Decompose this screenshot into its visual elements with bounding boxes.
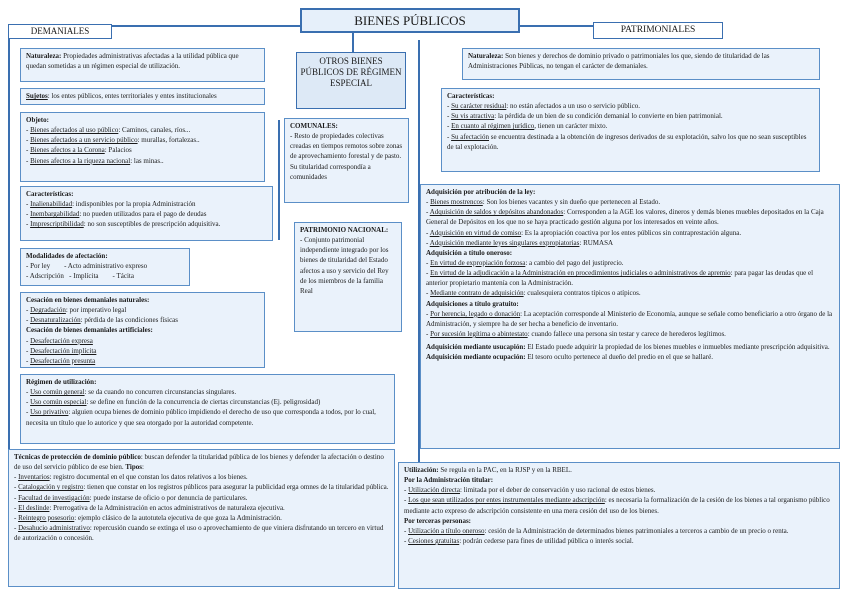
demaniales-regimen-box [20,374,395,444]
cesacion-artificiales-label: Cesación de bienes demaniales artificiales: [26,326,153,335]
usucapion-item: Adquisición mediante usucapión: El Estado puede adquirir la propiedad de los bienes muebles e inmuebles mediante prescripción adquisitiva. [426,343,830,352]
ocupacion-item: Adquisición mediante ocupación: El tesoro oculto pertenece al dueño del predio en el que se hallaré. [426,353,713,362]
atribucion-label: Adquisición por atribución de la ley: [426,188,536,196]
list-item: - Desafectación presunta [26,356,96,365]
list-item: - En virtud de expropiación forzosa: a cambio del pago del justiprecio. [426,258,624,267]
list-item: - Reintegro posesorio: ejemplo clásico de la autotutela ejecutiva de que goza la Administración. [14,513,282,522]
patrimonio-nacional-box [294,222,402,332]
list-item: - Por herencia, legado o donación: La aceptación corresponde al Ministerio de Economía, aunque se señale como beneficiario a otro órgano de la Administración, y siempre ha de ser hecha a beneficio de inventario. [426,309,833,328]
list-item: - Inembargabilidad: no pueden utilizados para el pago de deudas [26,210,207,219]
objeto-label: Objeto: [26,116,49,124]
list-item: - Uso común especial: se define en función de la concurrencia de ciertas circunstancias (Ej. peligrosidad) [26,398,321,407]
connector-line [278,120,280,240]
comunales-label: COMUNALES: [290,122,338,130]
regimen-label: Régimen de utilización: [26,378,97,386]
list-item: - Por sucesión legítima o abintestato: cuando fallece una persona sin testar y carece de herederos legítimos. [426,329,726,338]
demaniales-caracteristicas-box [20,186,273,241]
list-item: - Desafectación implícita [26,346,97,355]
otros-bienes-header: OTROS BIENES PÚBLICOS DE RÉGIMEN ESPECIAL [296,52,406,109]
list-item: - Utilización a título oneroso: cesión de la Administración de determinados bienes patrimoniales a terceros a cambio de un precio o renta. [404,526,789,535]
list-item: - Inventarios: registro documental en el que constan los datos relativos a los bienes. [14,473,248,482]
gratuito-label: Adquisiciones a título gratuito: [426,299,519,308]
patrimoniales-naturaleza-box: Naturaleza: Son bienes y derechos de dominio privado o patrimoniales los que, siendo de titularidad de las Administraciones Públicas, no tengan el carácter de demaniales. [462,48,820,80]
list-item: - Su afectación se encuentra destinada a la obtención de ingresos derivados de su explotación, salvo los que no sean susceptibles de tal explotación. [447,132,807,151]
list-item: - Por ley - Acto administrativo expreso [26,262,148,271]
patrimonio-nacional-text: - Conjunto patrimonial independiente integrado por los bienes de titularidad del Estado afectos a uso y servicio del Rey de los miembros de la familia Real [300,236,389,295]
patrimonio-nacional-label: PATRIMONIO NACIONAL: [300,226,389,234]
list-item: - Su vis atractiva: la pérdida de un bien de su condición demanial lo convierte en bien patrimonial. [447,112,723,121]
demaniales-naturaleza-box [20,48,265,82]
list-item: - Uso privativo: alguien ocupa bienes de dominio público impidiendo el derecho de uso que corresponda a todos, por lo cual, necesita un título que lo autorice y que sea otorgado por la autoridad competente. [26,408,376,427]
list-item: - En virtud de la adjudicación a la Administración en procedimientos judiciales o administrativos de apremio: para pagar las deudas que el anterior propietario mantenía con la Administración. [426,269,814,288]
list-item: - Inalienabilidad: indisponibles por la propia Administración [26,200,196,209]
list-item: - Bienes afectados a un servicio público: murallas, fortalezas.. [26,136,200,145]
caracteristicas-label: Características: [26,190,74,198]
comunales-text: - Resto de propiedades colectivas creadas en tiempos remotos sobre zonas de aprovechamiento forestal y de pasto. Su titularidad correspondía a comunidades [290,132,403,181]
list-item: - Degradación: por imperativo legal [26,306,127,315]
demaniales-sujetos-box [20,88,265,105]
list-item: - Adquisición de saldos y depósitos abandonados: Corresponden a la AGE los valores, dineros y demás bienes muebles depositados en la Caja General de Depósitos en los que no se haya practicado gestión alguna por los interesados en veinte años. [426,208,824,227]
demaniales-tecnicas-box: Técnicas de protección de dominio público: buscan defender la titularidad pública de los bienes y defender la afectación o destino de uso del servicio público de ese bien. Tipos: - Inventarios: registro documental en el que constan los datos relativos a los bienes. - Catalogación y registro: tienen que constar en los registros públicos para asegurar la publicidad erga omnes de la titularidad pública. - Facultad de investigación: puede instarse de oficio o por denuncia de particulares. - El deslinde: Prerrogativa de la Administración en actos administrativos de naturaleza ejecutiva. - Reintegro posesorio: ejemplo clásico de la autotutela ejecutiva de que goza la Administración. - Desahucio administrativo: repercusión cuando se extinga el uso o aprovechamiento de que viniera disfrutando un tercero en virtud de autorización o concesión. [8,449,395,587]
list-item: - Su carácter residual: no están afectados a un uso o servicio público. [447,102,641,111]
patrimoniales-caracteristicas-box [441,88,820,172]
modalidades-label: Modalidades de afectación: [26,252,108,260]
list-item: - Bienes afectos a la riqueza nacional: las minas.. [26,156,164,165]
list-item: - Desahucio administrativo: repercusión cuando se extinga el uso o aprovechamiento de que viniera disfrutando un tercero en virtud de autorización o concesión. [14,523,384,543]
patrimoniales-header: PATRIMONIALES [593,22,723,39]
connector-line [352,33,354,53]
list-item: - Utilización directa: limitada por el deber de conservación y uso racional de estos bienes. [404,486,656,495]
list-item: - Desafectación expresa [26,336,93,345]
list-item: - Adquisición en virtud de comiso: Es la apropiación coactiva por los entes públicos sin contraprestación alguna. [426,228,742,237]
utilizacion-label: Utilización: [404,466,439,474]
naturaleza-label: Naturaleza: [468,52,504,60]
list-item: - Catalogación y registro: tienen que constar en los registros públicos para asegurar la publicidad erga omnes de la titularidad pública. [14,483,389,492]
admin-titular-label: Por la Administración titular: [404,476,494,485]
list-item: - Adscripción - Implícita - Tácita [26,272,134,281]
list-item: - En cuanto al régimen jurídico, tienen un carácter mixto. [447,122,608,131]
oneroso-label: Adquisición a título oneroso: [426,248,513,257]
list-item: - Imprescriptibilidad: no son susceptibles de prescripción adquisitiva. [26,220,221,229]
list-item: - Bienes afectados al uso público: Caminos, canales, ríos... [26,126,191,135]
demaniales-header: DEMANIALES [8,24,112,39]
list-item: - Cesiones gratuitas: podrán cederse para fines de utilidad pública o interés social. [404,536,634,545]
patrimoniales-adquisicion-box [420,184,840,449]
naturaleza-text: Propiedades administrativas afectadas a la utilidad pública que quedan sometidas a un régimen especial de utilización. [26,52,239,71]
naturaleza-label: Naturaleza: [26,52,62,60]
demaniales-modalidades-box [20,248,190,286]
sujetos-text: : los entes públicos, entes territoriales y entes institucionales [47,92,217,100]
demaniales-cesacion-box [20,292,265,368]
list-item: - Los que sean utilizados por entes instrumentales mediante adscripción: es necesaria la formalización de la cesión de los bienes a tal organismo público mediante acto expreso de adscripción consistente en una mera cesión del uso de los bienes. [404,496,830,515]
list-item: - Desnaturalización: pérdida de las condiciones físicas [26,316,179,325]
patrimoniales-utilizacion-box: Utilización: Se regula en la PAC, en la RJSP y en la RBEL. Por la Administración titular: - Utilización directa: limitada por el deber de conservación y uso racional de estos bienes. - Los que sean utilizados por entes instrumentales mediante adscripción: es necesaria la formalización de la cesión de los bienes a tal organismo público mediante acto expreso de adscripción consistente en una mera cesión del uso de los bienes. Por terceras personas: - Utilización a título oneroso: cesión de la Administración de determinados bienes patrimoniales a terceros a cambio de un precio o renta. - Cesiones gratuitas: podrán cederse para fines de utilidad pública o interés social. [398,462,840,589]
list-item: - El deslinde: Prerrogativa de la Administración en actos administrativos de naturaleza ejecutiva. [14,503,285,512]
cesacion-naturales-label: Cesación en bienes demaniales naturales: [26,296,150,304]
terceras-personas-label: Por terceras personas: [404,516,471,525]
list-item: - Bienes afectos a la Corona: Palacios [26,146,132,155]
tecnicas-label: Técnicas de protección de dominio público [14,453,141,461]
comunales-box [284,118,409,203]
list-item: - Bienes mostrencos: Son los bienes vacantes y sin dueño que pertenecen al Estado. [426,198,661,207]
page-title: BIENES PÚBLICOS [300,8,520,33]
sujetos-label: Sujetos [26,92,48,100]
caracteristicas-label: Características: [447,92,495,100]
list-item: - Mediante contrato de adquisición: cualesquiera contratos típicos o atípicos. [426,289,641,298]
list-item: - Facultad de investigación: puede instarse de oficio o por denuncia de particulares. [14,493,248,502]
list-item: - Adquisición mediante leyes singulares expropiatorias: RUMASA [426,238,614,247]
list-item: - Uso común general: se da cuando no concurren circunstancias singulares. [26,388,237,397]
demaniales-objeto-box [20,112,265,182]
